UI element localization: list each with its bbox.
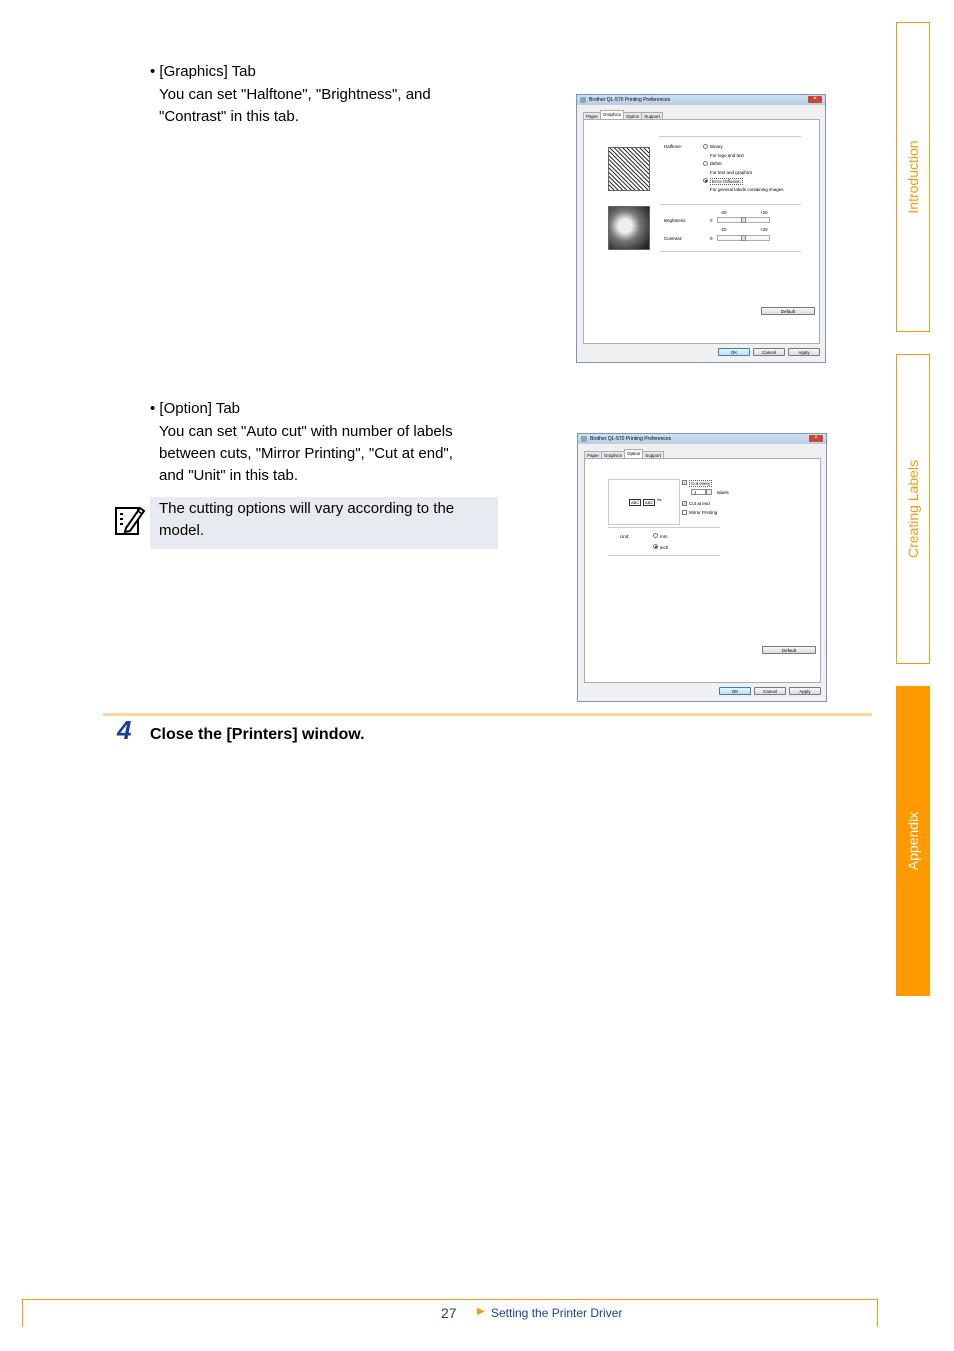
option-dialog-screenshot xyxy=(577,433,827,702)
cut-every-checkbox[interactable]: ✓ xyxy=(683,480,687,485)
cut-count-stepper[interactable] xyxy=(706,489,712,495)
close-icon[interactable]: × xyxy=(808,96,822,103)
cut-at-end-checkbox[interactable]: ✓ xyxy=(683,501,687,506)
contrast-slider-thumb[interactable] xyxy=(741,235,746,241)
mirror-printing-label: Mirror Printing xyxy=(689,510,718,515)
dialog-titlebar xyxy=(578,434,826,444)
contrast-value: 0 xyxy=(710,236,713,241)
footer-arrow-icon: ▶ xyxy=(477,1306,485,1317)
section-divider xyxy=(103,713,872,716)
page-number: 27 xyxy=(441,1305,457,1321)
sidetab-creating-labels[interactable] xyxy=(896,354,930,664)
tab-paper[interactable]: Paper xyxy=(584,451,602,460)
mirror-printing-checkbox[interactable] xyxy=(682,510,687,515)
tab-graphics[interactable]: Graphics xyxy=(601,451,625,460)
tab-option[interactable]: Option xyxy=(623,112,642,121)
brightness-label: Brightness: xyxy=(664,218,687,223)
preview-scissors-icon: ✂ xyxy=(657,498,663,504)
photo-preview-image xyxy=(608,206,650,250)
graphics-dialog-screenshot xyxy=(576,94,826,363)
binary-label: Binary xyxy=(710,144,723,149)
sidetab-introduction-label: Introduction xyxy=(905,140,921,214)
footer xyxy=(22,1299,878,1327)
dialog-panel xyxy=(583,119,820,344)
sidetab-appendix-label: Appendix xyxy=(905,811,921,871)
default-button[interactable]: Default xyxy=(762,646,816,654)
cut-every-label: Cut every xyxy=(691,481,711,486)
brightness-min: -20 xyxy=(720,210,727,215)
option-tab-desc-3: and "Unit" in this tab. xyxy=(159,467,299,484)
dialog-title: Brother QL-570 Printing Preferences xyxy=(589,97,671,103)
labels-label: labels xyxy=(717,490,729,495)
step-number: 4 xyxy=(117,715,132,745)
halftone-label: Halftone: xyxy=(664,144,683,149)
dither-label: Dither xyxy=(710,161,723,166)
step-text: Close the [Printers] window. xyxy=(150,726,365,743)
tab-option[interactable]: Option xyxy=(624,449,643,460)
sidetab-appendix[interactable] xyxy=(896,686,930,996)
apply-button[interactable]: Apply xyxy=(789,687,821,695)
dialog-tabs xyxy=(584,449,663,458)
error-diffusion-desc: For general labels containing images xyxy=(710,187,784,192)
contrast-slider[interactable] xyxy=(717,235,770,241)
default-button[interactable]: Default xyxy=(761,307,815,315)
graphics-tab-heading: • [Graphics] Tab xyxy=(150,63,256,80)
contrast-max: +20 xyxy=(760,227,768,232)
ok-button[interactable]: OK xyxy=(719,687,751,695)
tab-support[interactable]: Support xyxy=(641,112,663,121)
error-diffusion-radio[interactable] xyxy=(703,178,708,183)
dither-desc: For text and graphics xyxy=(710,170,753,175)
unit-inch-label: inch xyxy=(660,545,669,550)
unit-mm-label: mm xyxy=(660,534,668,539)
error-diffusion-label: Error Diffusion xyxy=(712,179,741,184)
dialog-panel xyxy=(584,458,821,683)
binary-radio[interactable] xyxy=(703,144,708,149)
unit-mm-radio[interactable] xyxy=(653,533,658,538)
contrast-label: Contrast: xyxy=(664,236,683,241)
preview-label-2: ABC xyxy=(645,500,654,505)
contrast-min: -20 xyxy=(720,227,727,232)
cut-preview-box xyxy=(608,479,680,525)
note-box xyxy=(150,497,498,549)
halftone-preview-image xyxy=(608,147,650,191)
dither-radio[interactable] xyxy=(703,161,708,166)
cancel-button[interactable]: Cancel xyxy=(753,348,785,356)
footer-link[interactable]: Setting the Printer Driver xyxy=(491,1306,623,1320)
graphics-tab-desc-2: "Contrast" in this tab. xyxy=(159,108,299,125)
sidetab-introduction[interactable] xyxy=(896,22,930,332)
sidetab-creating-labels-label: Creating Labels xyxy=(905,459,921,559)
brightness-slider-thumb[interactable] xyxy=(741,217,746,223)
dialog-title: Brother QL-570 Printing Preferences xyxy=(590,436,672,442)
cancel-button[interactable]: Cancel xyxy=(754,687,786,695)
option-tab-desc-1: You can set "Auto cut" with number of labels xyxy=(159,423,453,440)
graphics-tab-desc-1: You can set "Halftone", "Brightness", and xyxy=(159,86,431,103)
note-text-2: model. xyxy=(159,522,205,539)
tab-paper[interactable]: Paper xyxy=(583,112,601,121)
printer-icon xyxy=(580,97,586,103)
note-pencil-icon xyxy=(114,504,146,536)
unit-inch-radio[interactable] xyxy=(653,544,658,549)
brightness-value: 0 xyxy=(710,218,713,223)
cut-count-input[interactable]: 1 xyxy=(691,489,706,495)
note-text-1: The cutting options will vary according to the xyxy=(159,500,455,517)
close-icon[interactable]: × xyxy=(809,435,823,442)
tab-support[interactable]: Support xyxy=(642,451,664,460)
brightness-slider[interactable] xyxy=(717,217,770,223)
binary-desc: For logo and text xyxy=(710,153,744,158)
printer-icon xyxy=(581,436,587,442)
ok-button[interactable]: OK xyxy=(718,348,750,356)
option-tab-heading: • [Option] Tab xyxy=(150,400,241,417)
cut-at-end-label: Cut at end xyxy=(689,501,710,506)
dialog-tabs xyxy=(583,110,662,119)
preview-label-1: ABC xyxy=(631,500,640,505)
option-tab-desc-2: between cuts, "Mirror Printing", "Cut at end", xyxy=(159,445,453,462)
unit-label: Unit: xyxy=(620,534,630,539)
tab-graphics[interactable]: Graphics xyxy=(600,110,624,121)
brightness-max: +20 xyxy=(760,210,768,215)
dialog-titlebar xyxy=(577,95,825,105)
apply-button[interactable]: Apply xyxy=(788,348,820,356)
